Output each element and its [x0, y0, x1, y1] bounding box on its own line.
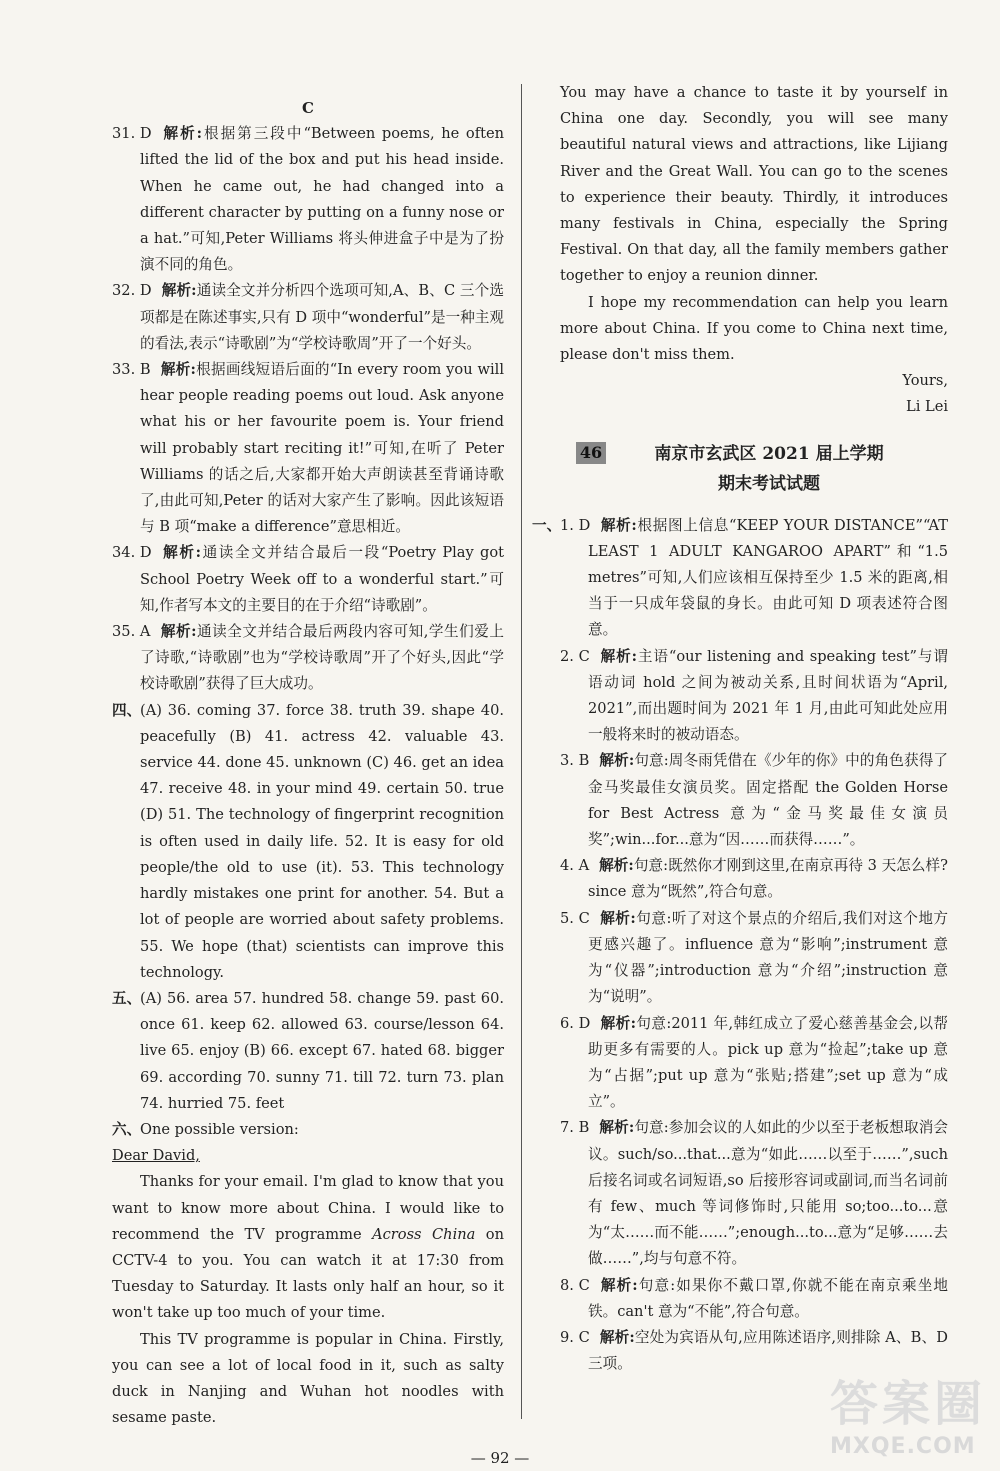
analysis-label: 解析:	[599, 647, 638, 665]
section-4-text: (A) 36. coming 37. force 38. truth 39. shape 40. peacefully (B) 41. actress 42. valuable 43. service 44. done 45. unknown (C) 46. get an idea 47. receive 48. in your mind 49. certain 50. true (D) 51. The technology of fingerprint recognition is often used in daily life. 52. It is easy for old people/the old to use (it). 53. This technology hardly mistakes one print for another. 54. But a lot of people are worried about safety problems. 55. We hope (that) scientists can improve this technology.	[140, 701, 504, 981]
analysis-text: 空处为宾语从句,应用陈述语序,则排除 A、B、D 三项。	[588, 1328, 949, 1373]
analysis-label: 解析:	[599, 1119, 635, 1137]
answer-item	[112, 357, 504, 540]
section-5-number: 五、	[112, 989, 142, 1007]
answer-number: 7. B	[560, 1119, 590, 1137]
analysis-label: 解析:	[599, 1276, 638, 1294]
watermark-url: MXQE.COM	[829, 1434, 976, 1459]
answer-number: 2. C	[560, 647, 590, 665]
right-column	[532, 80, 949, 1377]
analysis-text: 句意:周冬雨凭借在《少年的你》中的角色获得了金马奖最佳女演员奖。固定搭配 the Golden Horse for Best Actress 意为“金马奖最佳女演员奖”;win...for...意为“因……而获得……”。	[588, 752, 948, 849]
answer-number: 3. B	[560, 752, 590, 770]
answer-number: 1. D	[560, 516, 591, 534]
answer-number: 4. A	[560, 857, 590, 875]
answer-number: 31. D	[112, 125, 152, 143]
answer-number: 35. A	[112, 623, 151, 641]
section-4-number: 四、	[112, 701, 142, 719]
answer-number: 33. B	[112, 361, 151, 379]
answer-number: 32. D	[112, 282, 152, 300]
test-title-line-2: 期末考试试题	[718, 473, 820, 494]
analysis-label: 解析:	[160, 623, 197, 641]
letter-paragraph-1: Thanks for your email. I'm glad to know that you want to know more about China. I would like to recommend the TV programme Across China on CCTV-4 to you. You can watch it at 17:30 from Tuesday to Saturday. It lasts only half an hour, so it won't take up too much of your time.	[112, 1173, 504, 1322]
section-5	[112, 986, 504, 1117]
answer-item	[560, 1011, 948, 1116]
answer-item	[560, 906, 948, 1011]
watermark-logo: 答案圈	[829, 1376, 986, 1432]
analysis-text: 句意:参加会议的人如此的少以至于老板想取消会议。such/so...that...意为“如此……以至于……”,such 后接名词或名词短语,so 后接形容词或副词,而当名词前有 few、much 等词修饰时,只能用 so;too...to...意为“太……而不能……”;enough...to...意为“足够……去做……”,均与句意不符。	[588, 1119, 948, 1268]
answer-number: 6. D	[560, 1014, 591, 1032]
analysis-text: 根据画线短语后面的“In every room you will hear people reading poems out loud. Ask anyone what his or her favourite poem is. Your friend will probably start reciting it!”可知,在听了 Peter Williams 的话之后,大家都开始大声朗读甚至背诵诗歌了,由此可知,Peter 的话对大家产生了影响。因此该短语与 B 项“make a difference”意思相近。	[140, 361, 504, 536]
analysis-label: 解析:	[161, 125, 203, 143]
answer-item	[532, 513, 949, 644]
answer-item	[112, 278, 504, 357]
answer-item	[560, 644, 948, 749]
answer-number: 34. D	[112, 544, 152, 562]
left-column	[112, 80, 504, 1431]
analysis-text: 根据图上信息“KEEP YOUR DISTANCE”“AT LEAST 1 ADULT KANGAROO APART”和“1.5 metres”可知,人们应该相互保持至少 1.5 米的距离,相当于一只成年袋鼠的身长。由此可知 D 项表述符合图意。	[588, 516, 949, 639]
letter-paragraph-2: This TV programme is popular in China. Firstly, you can see a lot of local food in it, such as salty duck in Nanjing and Wuhan hot noodles with sesame paste.	[112, 1330, 504, 1427]
answer-item	[112, 121, 504, 278]
analysis-label: 解析:	[599, 909, 636, 927]
analysis-text: 句意:既然你才刚到这里,在南京再待 3 天怎么样? since 意为“既然”,符合句意。	[588, 857, 948, 901]
answer-number: 9. C	[560, 1328, 590, 1346]
section-1-number: 一、	[532, 516, 562, 534]
analysis-label: 解析:	[600, 516, 637, 534]
section-6-number: 六、	[112, 1120, 142, 1138]
answer-item	[560, 1115, 948, 1272]
analysis-label: 解析:	[600, 1014, 637, 1032]
section-6	[112, 1117, 504, 1143]
watermark	[830, 1365, 986, 1459]
analysis-text: 根据第三段中“Between poems, he often lifted the lid of the box and put his head inside. When he came out, he had changed into a different character by putting on a funny nose or a hat.”可知,Peter Williams 将头伸进盒子中是为了扮演不同的角色。	[140, 125, 504, 274]
letter-closing: Yours,	[902, 372, 948, 390]
analysis-label: 解析:	[599, 752, 635, 770]
letter-signature: Li Lei	[906, 398, 948, 416]
programme-title: Across China	[372, 1225, 476, 1243]
page-number: — 92 —	[470, 1449, 530, 1467]
analysis-label: 解析:	[599, 1328, 635, 1346]
analysis-label: 解析:	[160, 361, 196, 379]
analysis-label: 解析:	[161, 282, 197, 300]
test-number-badge: 46	[576, 442, 606, 464]
answer-item	[112, 619, 504, 698]
analysis-label: 解析:	[599, 857, 634, 875]
analysis-text: 句意:2011 年,韩红成立了爱心慈善基金会,以帮助更多有需要的人。pick up 意为“捡起”;take up 意为“占据”;put up 意为“张贴;搭建”;set up 意为“成立”。	[588, 1014, 948, 1111]
section-c-heading: C	[302, 99, 314, 117]
right-answer-list	[532, 513, 949, 1378]
analysis-text: 句意:如果你不戴口罩,你就不能在南京乘坐地铁。can't 意为“不能”,符合句意。	[588, 1276, 948, 1320]
section-5-text: (A) 56. area 57. hundred 58. change 59. past 60. once 61. keep 62. allowed 63. course/lesson 64. live 65. enjoy (B) 66. except 67. hated 68. bigger 69. according 70. sunny 71. till 72. turn 73. plan 74. hurried 75. feet	[140, 989, 504, 1112]
letter-continuation: You may have a chance to taste it by yourself in China one day. Secondly, you will see many beautiful natural views and attractions, like Lijiang River and the Great Wall. You can go to the scenes to experience their beauty. Thirdly, it introduces many festivals in China, especially the Spring Festival. On that day, all the family members gather together to enjoy a reunion dinner.	[560, 84, 948, 285]
analysis-text: 主语“our listening and speaking test”与谓语动词 hold 之间为被动关系,且时间状语为“April, 2021”,而出题时间为 2021 年 1 月,由此可知此处应用一般将来时的被动语态。	[588, 647, 948, 744]
column-divider	[521, 84, 522, 1419]
analysis-text: 通读全文并结合最后两段内容可知,学生们爱上了诗歌,“诗歌剧”也为“学校诗歌周”开了个好头,因此“学校诗歌剧”获得了巨大成功。	[140, 623, 504, 693]
analysis-text: 通读全文并分析四个选项可知,A、B、C 三个选项都是在陈述事实,只有 D 项中“wonderful”是一种主观的看法,表示“诗歌剧”为“学校诗歌周”开了一个好头。	[140, 282, 504, 352]
left-answer-list	[112, 121, 504, 697]
analysis-text: 通读全文并结合最后一段“Poetry Play got School Poetry Week off to a wonderful start.”可知,作者写本文的主要目的在于介绍“诗歌剧”。	[140, 544, 504, 614]
answer-number: 8. C	[560, 1276, 590, 1294]
answer-item	[560, 1273, 948, 1325]
test-heading	[560, 439, 948, 499]
section-4	[112, 698, 504, 986]
letter-paragraph-3: I hope my recommendation can help you learn more about China. If you come to China next time, please don't miss them.	[560, 293, 948, 364]
section-6-intro: One possible version:	[140, 1120, 299, 1138]
answer-item	[112, 540, 504, 619]
answer-number: 5. C	[560, 909, 590, 927]
answer-item	[560, 748, 948, 853]
letter-greeting: Dear David,	[112, 1147, 200, 1165]
test-title-line-1: 南京市玄武区 2021 届上学期	[654, 443, 884, 464]
analysis-text: 句意:听了对这个景点的介绍后,我们对这个地方更感兴趣了。influence 意为“影响”;instrument 意为“仪器”;introduction 意为“介绍”;instruction 意为“说明”。	[588, 909, 948, 1006]
answer-item	[560, 853, 948, 905]
analysis-label: 解析:	[161, 544, 201, 562]
